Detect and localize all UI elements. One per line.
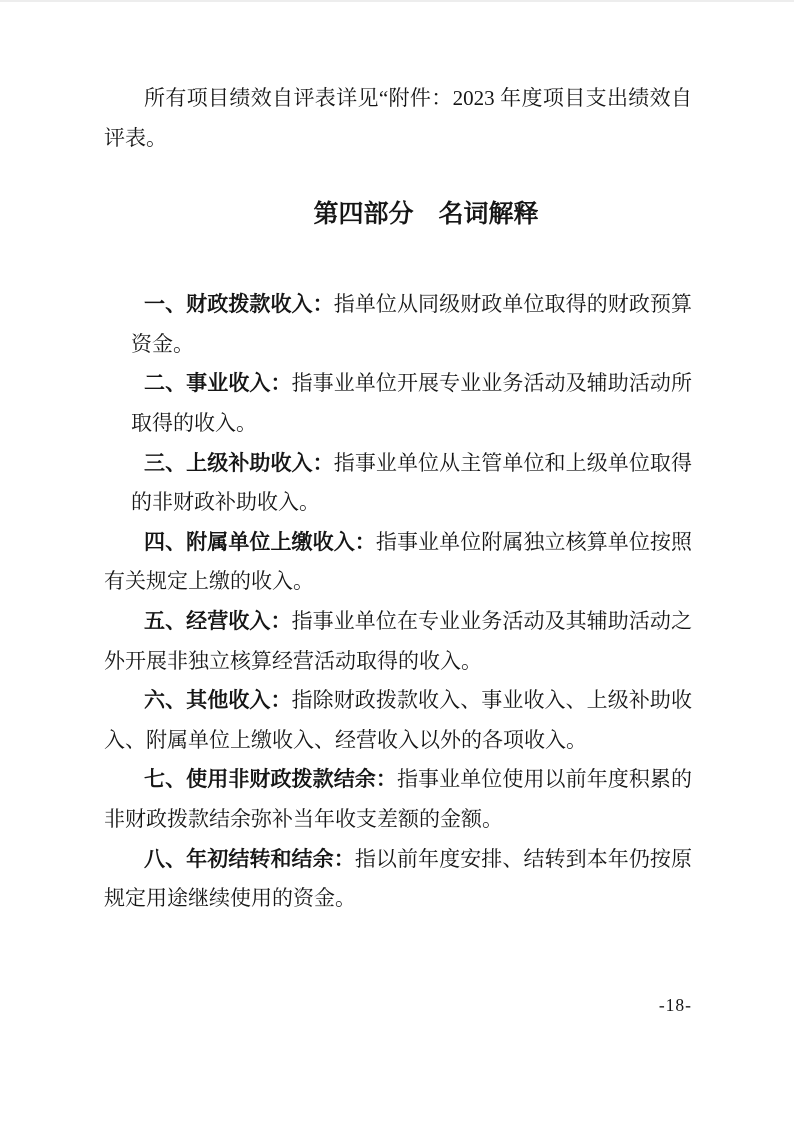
definition-line — [104, 444, 692, 484]
definition-term: 三、上级补助收入： — [144, 450, 334, 475]
definition-line — [104, 840, 692, 880]
definition-text: 指事业单位开展专业业务活动及辅助活动所 — [291, 371, 693, 396]
definition-item — [104, 444, 692, 523]
definitions-list — [104, 285, 692, 919]
definition-term: 四、附属单位上缴收入： — [144, 529, 376, 554]
definition-term: 二、事业收入： — [144, 371, 292, 396]
definition-text: 指以前年度安排、结转到本年仍按原 — [354, 846, 693, 871]
intro-line-2: 评表。 — [104, 125, 167, 150]
definition-term: 七、使用非财政拨款结余： — [144, 767, 397, 792]
definition-text: 指单位从同级财政单位取得的财政预算 — [333, 292, 693, 317]
definition-term: 五、经营收入： — [144, 608, 292, 633]
definition-item — [104, 840, 692, 919]
definition-line: 入、附属单位上缴收入、经营收入以外的各项收入。 — [104, 727, 587, 752]
definition-text: 指事业单位附属独立核算单位按照 — [375, 529, 693, 554]
definition-text: 指除财政拨款收入、事业收入、上级补助收 — [291, 688, 693, 713]
definition-line — [104, 602, 692, 642]
definition-text: 指事业单位使用以前年度积累的 — [396, 767, 693, 792]
definition-line: 的非财政补助收入。 — [131, 490, 320, 515]
intro-line-1: 所有项目绩效自评表详见“附件：2023 年度项目支出绩效自 — [144, 86, 692, 110]
definition-line — [104, 681, 692, 721]
definition-text: 指事业单位在专业业务活动及其辅助活动之 — [291, 608, 693, 633]
definition-item — [104, 681, 692, 760]
intro-paragraph — [104, 79, 692, 158]
definition-line — [104, 285, 692, 325]
definition-line: 有关规定上缴的收入。 — [104, 569, 314, 594]
definition-term: 六、其他收入： — [144, 688, 292, 713]
definition-line — [104, 364, 692, 404]
definition-item — [104, 364, 692, 443]
definition-line: 取得的收入。 — [131, 410, 257, 435]
definition-item — [104, 602, 692, 681]
definition-line: 非财政拨款结余弥补当年收支差额的金额。 — [104, 806, 503, 831]
definition-line — [104, 760, 692, 800]
definition-term: 八、年初结转和结余： — [144, 846, 355, 871]
definition-line — [104, 523, 692, 563]
definition-line: 外开展非独立核算经营活动取得的收入。 — [104, 648, 482, 673]
definition-line: 资金。 — [131, 331, 194, 356]
definition-line: 规定用途继续使用的资金。 — [104, 886, 356, 911]
definition-text: 指事业单位从主管单位和上级单位取得 — [333, 450, 693, 475]
definition-item — [104, 760, 692, 839]
page-number: -18- — [658, 995, 692, 1015]
section-title: 第四部分 名词解释 — [313, 201, 539, 229]
definition-term: 一、财政拨款收入： — [144, 292, 334, 317]
definition-item — [104, 285, 692, 364]
definition-item — [104, 523, 692, 602]
